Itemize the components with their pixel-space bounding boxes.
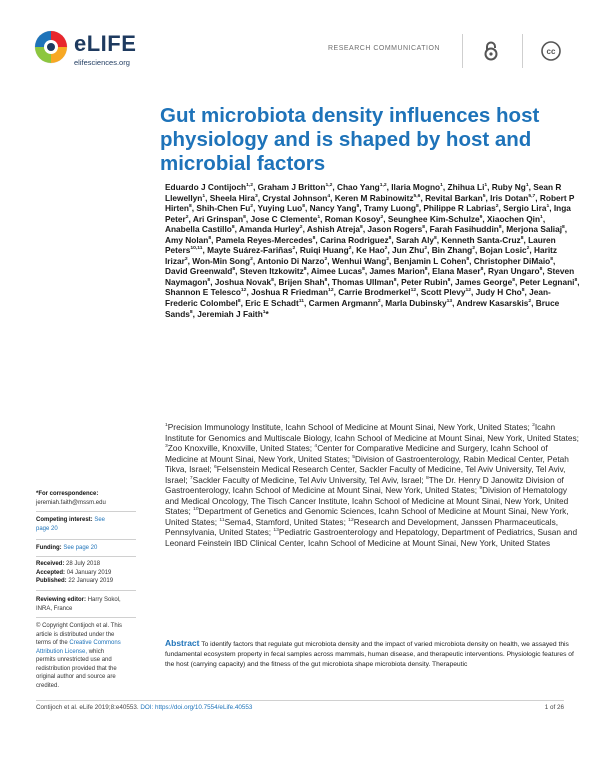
sidebar-divider [36, 590, 136, 591]
competing-link[interactable]: See [94, 517, 106, 523]
funding-label: Funding: [36, 545, 62, 551]
sidebar-divider [36, 539, 136, 540]
sidebar-divider [36, 511, 136, 512]
copyright-line: credited. [36, 682, 60, 689]
abstract-text: To identify factors that regulate gut microbiota density and the impact of varied microbiota density on health, we assayed this fundamental ecosystem property in fecal samples across mammals, human disease, and therapeutic interventions. Physiologic features of the host (carrying capacity) and the fitness of the gut microbiota shape microbiota density. Therapeutic [165, 641, 574, 668]
svg-text:cc: cc [546, 47, 556, 57]
correspondence-block [36, 490, 156, 507]
logo-url: elifesciences.org [74, 58, 130, 67]
footer-divider [36, 700, 564, 701]
copyright-line: © Copyright Contijoch et al. This [36, 623, 123, 629]
sidebar-divider [36, 556, 136, 557]
copyright-line: article is distributed under the [36, 631, 115, 638]
correspondence-email[interactable]: jeremiah.faith@mssm.edu [36, 499, 106, 506]
copyright-line: original author and source are [36, 674, 116, 680]
affiliation-list: $^1$Precision Immunology Institute, Icahn School of Medicine at Mount Sinai, New York, United States; $^2$Icahn Institute for Genomics and Multiscale Biology, Icahn School of Medicine at Mount Sinai, New York, United States; $^3$Zoo Knoxville, Knoxville, United States; $^4$Center for Comparative Medicine and Surgery, Icahn School of Medicine at Mount Sinai, New York, United States; $^5$Division of Gastroenterology, Rabin Medical Center, Petah Tikva, Israel; $^6$Felsenstein Medical Research Center, Sackler Faculty of Medicine, Tel Aviv University, Tel Aviv, Israel; $^7$Sackler Faculty of Medicine, Tel Aviv University, Tel Aviv, Israel; $^8$The Dr. Henry D Janowitz Division of Gastroenterology, Icahn School of Medicine at Mount Sinai, New York, United States; $^9$Division of Hematology and Medical Oncology, The Tisch Cancer Institute, Icahn School of Medicine at Mount Sinai, New York, United States; $^{10}$Department of Genetics and Genomic Sciences, Icahn School of Medicine at Mount Sinai, New York, United States; $^{11}$Sema4, Stamford, United States; $^{12}$Research and Development, Janssen Pharmaceuticals, Pennsylvania, United States; $^{13}$Pediatric Gastroenterology and Hepatology, Department of Pediatrics, Susan and Leonard Feinstein IBD Clinical Center, Icahn School of Medicine at Mount Sinai, New York, United States [165, 422, 579, 548]
competing-link-page[interactable]: page 20 [36, 525, 58, 532]
sidebar-divider [36, 617, 136, 618]
published-date: 22 January 2019 [68, 578, 114, 584]
license-link[interactable]: Creative Commons [69, 640, 121, 646]
reviewing-name: Harry Sokol, [87, 597, 121, 603]
abstract [165, 638, 580, 670]
published-label: Published: [36, 578, 67, 584]
header-divider [462, 34, 463, 68]
license-link[interactable]: Attribution License, [36, 648, 88, 655]
doi-link[interactable]: DOI: https://doi.org/10.7554/eLife.40553 [140, 704, 253, 711]
competing-label: Competing interest: [36, 517, 93, 523]
funding-block [36, 544, 156, 553]
page-number: 1 of 26 [544, 704, 564, 711]
elife-logo-icon [34, 30, 68, 64]
header-divider [522, 34, 523, 68]
reviewing-label: Reviewing editor: [36, 597, 87, 603]
elife-logo[interactable] [34, 28, 154, 68]
copyright-line: terms of the [36, 640, 68, 646]
copyright-line: which [88, 648, 105, 655]
received-date: 28 July 2018 [66, 561, 101, 567]
competing-interest-block [36, 516, 156, 533]
author-list: Eduardo J Contijoch$^{1,2}$, Graham J Britton$^{1,2}$, Chao Yang$^{1,2}$, Ilaria Mogno$^1$, Zhihua Li$^1$, Ruby Ng$^1$, Sean R Llewellyn$^1$, Sheela Hira$^3$, Crystal Johnson$^4$, Keren M Rabinowitz$^{5,6}$, Revital Barkan$^5$, Iris Dotan$^{5,7}$, Robert P Hirten$^8$, Shih-Chen Fu$^2$, Yuying Luo$^8$, Nancy Yang$^8$, Tramy Luong$^8$, Philippe R Labrias$^2$, Sergio Lira$^1$, Inga Peter$^2$, Ari Grinspan$^8$, Jose C Clemente$^1$, Roman Kosoy$^2$, Seunghee Kim-Schulze$^9$, Xiaochen Qin$^1$, Anabella Castillo$^8$, Amanda Hurley$^2$, Ashish Atreja$^8$, Jason Rogers$^8$, Farah Fasihuddin$^8$, Merjona Saliaj$^8$, Amy Nolan$^8$, Pamela Reyes-Mercedes$^8$, Carina Rodriguez$^8$, Sarah Aly$^8$, Kenneth Santa-Cruz$^8$, Lauren Peters$^{10,11}$, Mayte Suárez-Fariñas$^2$, Ruiqi Huang$^2$, Ke Hao$^2$, Jun Zhu$^2$, Bin Zhang$^2$, Bojan Losic$^2$, Haritz Irizar$^2$, Won-Min Song$^2$, Antonio Di Narzo$^2$, Wenhui Wang$^2$, Benjamin L Cohen$^8$, Christopher DiMaio$^8$, David Greenwald$^8$, Steven Itzkowitz$^8$, Aimee Lucas$^8$, James Marion$^8$, Elana Maser$^8$, Ryan Ungaro$^8$, Steven Naymagon$^8$, Joshua Novak$^8$, Brijen Shah$^8$, Thomas Ullman$^8$, Peter Rubin$^8$, James George$^8$, Peter Legnani$^8$, Shannon E Telesco$^{12}$, Joshua R Friedman$^{12}$, Carrie Brodmerkel$^{12}$, Scott Plevy$^{12}$, Judy H Cho$^8$, Jean-Frederic Colombel$^8$, Eric E Schadt$^{11}$, Carmen Argmann$^2$, Marla Dubinsky$^{13}$, Andrew Kasarskis$^2$, Bruce Sands$^8$, Jeremiah J Faith$^1$* [165, 182, 580, 319]
accepted-label: Accepted: [36, 569, 66, 576]
correspondence-label: *For correspondence: [36, 491, 99, 497]
accepted-date: 04 January 2019 [66, 569, 112, 576]
logo-wordmark: eLIFE [74, 31, 137, 56]
copyright-line: permits unrestricted use and [36, 657, 112, 663]
reviewing-editor-block [36, 596, 156, 613]
article-title: Gut microbiota density influences host physiology and is shaped by host and microbial factors [160, 104, 540, 175]
footer-citation [36, 704, 252, 711]
reviewing-org: INRA, France [36, 605, 73, 612]
copyright-block [36, 622, 156, 690]
abstract-label: Abstract [165, 638, 200, 648]
received-label: Received: [36, 561, 65, 567]
copyright-line: redistribution provided that the [36, 665, 117, 672]
funding-link[interactable]: See page 20 [63, 545, 98, 551]
creative-commons-icon[interactable] [540, 40, 562, 62]
citation-text: Contijoch et al. eLife 2019;8:e40553. [36, 704, 139, 711]
open-access-icon[interactable] [480, 40, 502, 62]
dates-block [36, 560, 156, 586]
article-type-label: RESEARCH COMMUNICATION [328, 45, 440, 52]
